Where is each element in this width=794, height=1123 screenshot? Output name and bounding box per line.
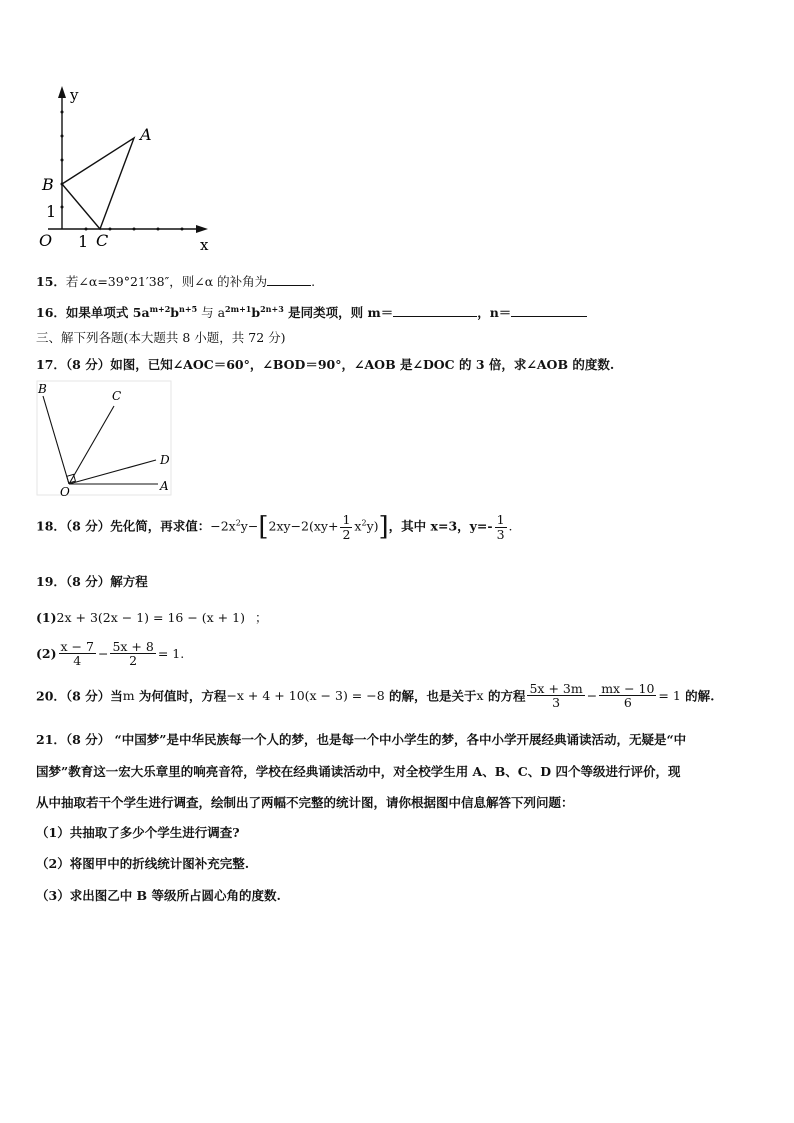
y-axis-label: y: [70, 86, 79, 104]
point-a-label: A: [140, 125, 152, 144]
answer-blank[interactable]: [267, 272, 311, 286]
question-19: [36, 572, 148, 590]
x-axis-arrow: [196, 225, 208, 233]
question-end: .: [508, 518, 513, 534]
question-text: 的解.: [680, 688, 715, 704]
fraction-1: [59, 640, 96, 667]
variable-m: m: [122, 688, 135, 704]
expr: y): [366, 518, 379, 534]
question-text: 的解，也是关于: [384, 688, 477, 704]
question-text: （8 分）当: [65, 688, 123, 704]
denominator: 4: [73, 653, 82, 669]
question-text: （8 分） “中国梦”是中华民族每一个人的梦，也是每一个中小学生的梦，各中小学开展经典诵读活动，无疑是“中: [65, 732, 687, 747]
numerator: x − 7: [60, 639, 94, 654]
question-tail: ，其中 x=3，y=-: [388, 518, 493, 534]
question-number: 21．: [36, 732, 66, 747]
part-label: (1): [36, 610, 57, 625]
question-20: [36, 682, 715, 709]
question-number: 20．: [36, 688, 66, 704]
question-lead: （8 分）先化简，再求值：: [65, 518, 211, 534]
exponent: 2: [235, 518, 241, 528]
answer-blank-n[interactable]: [511, 303, 587, 317]
denominator: 2: [129, 653, 138, 669]
fraction-half: [340, 513, 352, 540]
question-number: 18．: [36, 518, 66, 534]
y-axis-arrow: [58, 86, 66, 98]
equation-end: = 1.: [157, 646, 185, 662]
x-axis-label: x: [200, 236, 209, 254]
question-number: 15．: [36, 274, 66, 289]
right-bracket: ]: [378, 512, 389, 542]
monomial-text: 与 a: [197, 305, 226, 320]
angle-figure: [36, 380, 176, 498]
exponent: 2n+3: [260, 303, 284, 314]
operator: −: [97, 646, 109, 662]
right-angle-mark: [67, 474, 76, 483]
fraction-2: [110, 640, 155, 667]
equation-1: −x + 4 + 10(x − 3) = −8: [226, 688, 385, 704]
question-text: 若∠α=39°21′38″，则∠α 的补角为: [65, 274, 268, 289]
question-number: 19．: [36, 574, 66, 589]
label-b: B: [38, 382, 47, 396]
fraction-2: [599, 682, 656, 709]
ray-od: [69, 460, 156, 484]
numerator: 1: [342, 512, 351, 528]
question-text: 为何值时，方程: [134, 688, 227, 704]
question-number: 16．: [36, 305, 66, 320]
exponent: 2m+1: [225, 303, 252, 314]
question-text: （8 分）如图，已知∠AOC＝60°，∠BOD＝90°，∠AOB 是∠DOC 的 3 倍，求∠AOB 的度数.: [65, 357, 615, 372]
exponent: 2: [361, 518, 367, 528]
label-o: O: [60, 485, 70, 498]
expr: y−: [240, 518, 259, 534]
y-tick-label: 1: [46, 202, 57, 221]
fraction-1: [527, 682, 584, 709]
exponent: m+2: [149, 303, 171, 314]
label-c: C: [112, 389, 122, 403]
question-18: [36, 512, 513, 542]
answer-blank-m[interactable]: [393, 303, 477, 317]
numerator: 1: [496, 512, 505, 528]
coordinate-figure: [36, 84, 226, 256]
question-text: ，n＝: [477, 305, 512, 320]
monomial-text: 如果单项式 5a: [65, 305, 150, 320]
ray-oc: [69, 406, 114, 484]
question-text: 的方程: [483, 688, 526, 704]
numerator: 5x + 8: [112, 639, 154, 654]
label-a: A: [160, 479, 169, 493]
denominator: 3: [552, 695, 561, 711]
equation-end: = 1: [658, 688, 681, 704]
left-bracket: [: [258, 512, 269, 542]
question-21-sub-2: （2）将图甲中的折线统计图补充完整.: [36, 856, 250, 871]
point-c-label: C: [96, 231, 109, 250]
fraction-y: [495, 513, 507, 540]
denominator: 3: [496, 526, 505, 542]
question-text: （8 分）解方程: [65, 574, 148, 589]
question-21-sub-1: （1）共抽取了多少个学生进行调查?: [36, 825, 240, 840]
part-label: (2): [36, 646, 57, 662]
point-b-label: B: [42, 175, 54, 194]
monomial-text: b: [170, 305, 180, 320]
origin-label: O: [39, 231, 53, 250]
question-text: 是同类项，则 m＝: [283, 305, 394, 320]
numerator: mx − 10: [601, 681, 655, 696]
question-number: 17．: [36, 357, 66, 372]
part-end: ；: [254, 610, 268, 625]
expr: −2x: [210, 518, 236, 534]
exponent: n+5: [179, 303, 198, 314]
question-19-part-2: [36, 640, 184, 667]
expr: 2xy−2(xy+: [268, 518, 339, 534]
numerator: 5x + 3m: [529, 681, 583, 696]
denominator: 2: [342, 526, 351, 542]
question-21-line-3: 从中抽取若干个学生进行调查，绘制出了两幅不完整的统计图，请你根据图中信息解答下列问题：: [36, 795, 574, 810]
monomial-text: b: [251, 305, 261, 320]
section-title: 三、解下列各题(本大题共 8 小题，共 72 分): [36, 330, 286, 345]
question-21-line-1: [36, 730, 686, 748]
triangle-abc: [62, 138, 134, 229]
question-end: .: [311, 274, 316, 289]
question-21-line-2: 国梦”教育这一宏大乐章里的响亮音符，学校在经典诵读活动中，对全校学生用 A、B、C、D 四个等级进行评价，现: [36, 764, 681, 779]
x-tick-label: 1: [78, 232, 89, 251]
question-17: [36, 355, 614, 373]
operator: −: [586, 688, 598, 704]
expr: x: [354, 518, 362, 534]
label-d: D: [160, 453, 170, 467]
question-19-part-1: [36, 608, 267, 626]
equation: 2x + 3(2x − 1) = 16 − (x + 1): [56, 610, 245, 625]
ray-ob: [43, 396, 69, 484]
question-15: [36, 272, 315, 290]
question-21-sub-3: （3）求出图乙中 B 等级所占圆心角的度数.: [36, 888, 281, 903]
denominator: 6: [623, 695, 632, 711]
variable-x: x: [476, 688, 484, 704]
question-16: [36, 303, 587, 321]
figure-frame: [37, 381, 171, 495]
